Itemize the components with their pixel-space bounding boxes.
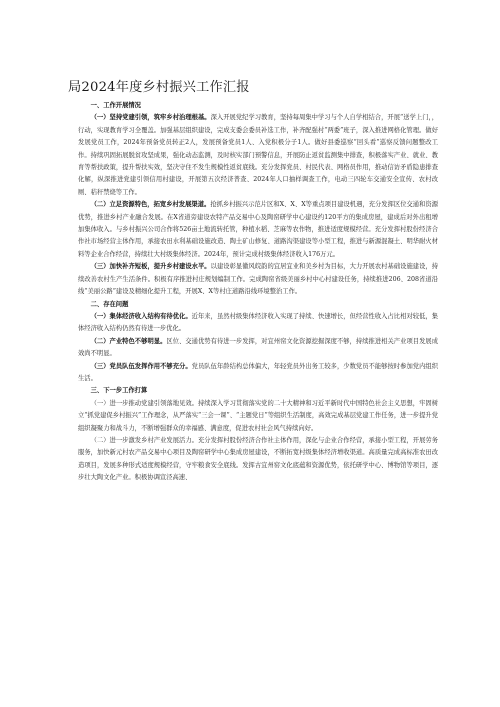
section-heading: 一、工作开展情况 xyxy=(90,102,141,109)
paragraph-lead: （二）产业特色不够明显。 xyxy=(90,337,167,345)
paragraph xyxy=(78,398,438,435)
paragraph xyxy=(78,112,438,199)
paragraph-text: 以建设彰显徽风皖韵的宜居宜业和美乡村为目标，大力开展农村基础设施建设，持续改善农村生产生活条件。积极有序推进村庄规划编制工作。完成陶窑省级美丽乡村中心村建设任务，持续推进206、208省道沿线“美丽公路”建设及精细化提升工程，开展X、X等村庄道路沿线环境整治工作。 xyxy=(78,263,439,296)
section-heading: 二、存在问题 xyxy=(90,300,129,308)
paragraph-text: 区位、交通优势有待进一步发挥，对宜州窑文化资源挖掘深度不够，持续推进相关产业项目发展成效尚不明显。 xyxy=(78,337,439,358)
paragraph-lead: （三）党员队伍发挥作用不够充分。 xyxy=(90,362,192,370)
document-body xyxy=(78,100,438,485)
paragraph-text: 抢抓乡村振兴示范片区和X、X、X等重点项目建设机遇，充分发挥区位交通和资源优势，推进乡村产业融合发展。在X省道旁建设农特产品交易中心及陶窑研学中心建设约120平方的集成房屋，建成后对外出租增加集体收入。与乡村振兴公司合作将526亩土地流转托管，种植水稻、芝麻等农作物，推进适度规模经营。充分发挥村股份经济合作社市场经营主体作用，承接农田水利基础设施改造、陶土矿山修复、道路沟渠建设等小型工程，推进与新源混凝土、明华耐火材料等企业合作经营，持续壮大村级集体经济。2024年，预计完成村级集体经济收入176万元。 xyxy=(78,201,438,258)
paragraph xyxy=(78,435,438,485)
paragraph-text: 深入开展党纪学习教育，坚持每周集中学习与个人自学相结合，开展“送学上门，，行动，实现教育学习全覆盖。加强基层组织建设，完成支委会委员补选工作，补齐配强村“两委”班子，深入推进网格化管理。做好发展党员工作，2024年预备党员转正2人，发展预备党员1人、入党积极分子1人。做好县委巡察“回头看”巡察反馈问题整改工作。持续巩固拓展脱贫攻坚成果，强化动态监测，及时核实部门预警信息，开展防止返贫监测集中排查，积极落实产业、就业、教育等帮扶政策，提升帮扶实效，坚决守住不发生规模性返贫底线。充分发挥党员、村民代表、网格员作用，推动信访矛盾隐患排查化解，纵深推进党建引领信用村建设，开展第五次经济普查、2024年人口抽样调查工作，电动三四轮车交通安全宣传、农村改厕、秸秆禁烧等工作。 xyxy=(78,114,439,196)
paragraph-text: 近年来，虽然村级集体经济收入实现了持续、快速增长，但经营性收入占比相对较低，集体经济收入结构仍然有待进一步优化。 xyxy=(78,312,439,333)
paragraph-text: （一）进一步推动党建引领落地见效。持续深入学习贯彻落实党的二十大精神和习近平新时代中国特色社会主义思想，牢固树立“抓党建促乡村振兴”工作理念，从严落实“三会一课”、“主题党日”等组织生活制度，高效完成基层党建工作任务，进一步提升党组织凝聚力和战斗力，不断增强群众的幸福感、满意度，促进农村社会风气持续向好。 xyxy=(78,399,438,432)
paragraph xyxy=(78,261,438,298)
paragraph-text: 党员队伍年龄结构总体偏大，年轻党员外出务工较多，少数党员不能够按时参加党内组织生活。 xyxy=(78,362,439,382)
paragraph-lead: （一）坚持党建引领，筑牢乡村治理根基。 xyxy=(90,114,211,122)
paragraph xyxy=(78,311,438,336)
paragraph xyxy=(78,336,438,361)
paragraph-text: （二）进一步激发乡村产业发展活力。充分发挥村股份经济合作社主体作用，深化与企业合作经营，承接小型工程，开展劳务服务，加快新元村农产品交易中心项目及陶窑研学中心集成房屋建设，不断拓宽村级集体经济增收渠道。高质量完成高标准农田改造项目，发展多种形式适度规模经营，守牢粮食安全底线。发挥古宜州窑文化底蕴和资源优势，依托研学中心、博物馆等项目，逐步壮大陶文化产业。积极协调宣泾高速、 xyxy=(78,436,438,482)
paragraph-lead: （三）加快补齐短板，提升乡村建设水平。 xyxy=(90,263,211,271)
document-title: 局2024年度乡村振兴工作汇报 xyxy=(68,80,250,95)
paragraph xyxy=(78,361,438,386)
section-heading: 三、下一步工作打算 xyxy=(90,387,148,395)
paragraph xyxy=(78,199,438,261)
paragraph-lead: （一）集体经济收入结构有待优化。 xyxy=(90,312,192,320)
paragraph-lead: （二）立足资源特色，拓宽乡村发展渠道。 xyxy=(90,201,211,209)
